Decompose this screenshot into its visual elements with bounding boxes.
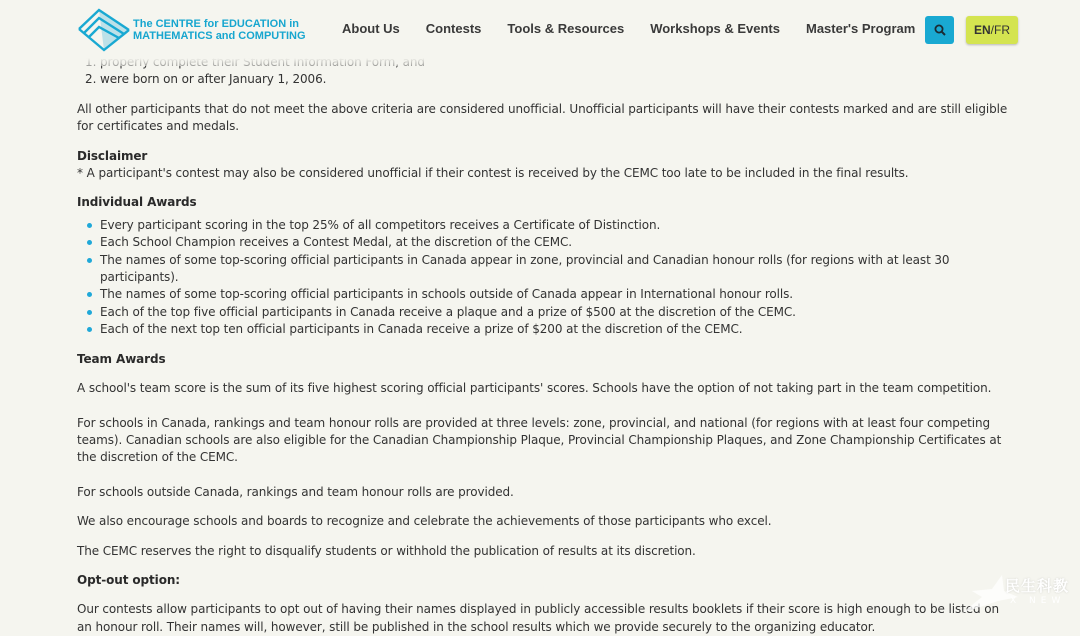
logo-line-1: The CENTRE for EDUCATION in — [133, 18, 300, 30]
unofficial-paragraph: All other participants that do not meet the above criteria are considered unofficial. Unofficial participants will have their contests marked and are still eligible for certificates and medals. — [77, 101, 1008, 134]
search-button[interactable] — [925, 16, 954, 44]
watermark-subtext: X NEW — [1010, 596, 1066, 606]
individual-awards-heading: Individual Awards — [77, 195, 197, 210]
team-international-paragraph: For schools outside Canada, rankings and team honour rolls are provided. — [77, 484, 514, 499]
nav-workshops-events[interactable]: Workshops & Events — [650, 21, 780, 36]
team-score-paragraph: A school's team score is the sum of its five highest scoring official participants' scores. Schools have the option of not taking part in the team competition. — [77, 381, 992, 396]
list-item: The names of some top-scoring official participants in schools outside of Canada appear in International honour rolls. — [77, 286, 1017, 303]
list-item: Every participant scoring in the top 25% of all competitors receives a Certificate of Distinction. — [77, 217, 1017, 234]
language-toggle[interactable] — [966, 16, 1018, 44]
team-awards-heading: Team Awards — [77, 351, 166, 366]
list-item: Each School Champion receives a Contest Medal, at the discretion of the CEMC. — [77, 234, 1017, 251]
nav-masters-program[interactable]: Master's Program — [806, 21, 916, 36]
watermark-text: 民生科教 — [1005, 577, 1070, 595]
list-item: Each of the top five official participants in Canada receive a plaque and a prize of $500 at the discretion of the CEMC. — [77, 304, 1017, 321]
nav-tools-resources[interactable]: Tools & Resources — [507, 21, 625, 36]
lang-fr[interactable]: FR — [994, 23, 1010, 37]
disclaimer-text: * A participant's contest may also be considered unofficial if their contest is received by the CEMC too late to be included in the final results. — [77, 166, 909, 181]
nav-about-us[interactable]: About Us — [342, 21, 400, 36]
list-item: Each of the next top ten official participants in Canada receive a prize of $200 at the discretion of the CEMC. — [77, 321, 1017, 338]
team-canada-paragraph: For schools in Canada, rankings and team honour rolls are provided at three levels: zone, provincial, and national (for regions with at least four competing teams). Canadian schools are also eligible for the Canadian Championship Plaque, Provincial Championship Plaques, and Zone Championship Certificates at the discretion of the CEMC. — [77, 415, 1002, 465]
cemc-logo[interactable] — [77, 8, 306, 52]
reserve-paragraph: The CEMC reserves the right to disqualify students or withhold the publication of results at its discretion. — [77, 543, 696, 558]
individual-awards-list — [77, 217, 1017, 339]
lang-en[interactable]: EN — [973, 23, 991, 37]
disclaimer-heading: Disclaimer — [77, 148, 148, 163]
opt-out-paragraph: Our contests allow participants to opt out of having their names displayed in publicly accessible results booklets if their score is high enough to be listed on an honour roll. Their names will, however, still be published in the school results which we provide securely to the organizing educator. — [77, 602, 999, 634]
logo-line-2: MATHEMATICS and COMPUTING — [133, 30, 306, 42]
encourage-paragraph: We also encourage schools and boards to recognize and celebrate the achievements of those participants who excel. — [77, 514, 772, 529]
site-header — [0, 0, 1080, 58]
search-icon — [934, 24, 946, 36]
main-content — [77, 54, 1017, 636]
cemc-logo-mark-icon — [77, 8, 131, 52]
lang-separator: / — [990, 23, 994, 37]
main-nav — [342, 21, 941, 36]
logo-text — [133, 18, 306, 42]
nav-contests[interactable]: Contests — [425, 21, 482, 36]
opt-out-heading: Opt-out option: — [77, 572, 180, 587]
list-item: The names of some top-scoring official participants in Canada appear in zone, provincial and Canadian honour rolls (for regions with at least 30 participants). — [77, 252, 1017, 287]
list-item: 2. were born on or after January 1, 2006. — [100, 71, 1017, 88]
